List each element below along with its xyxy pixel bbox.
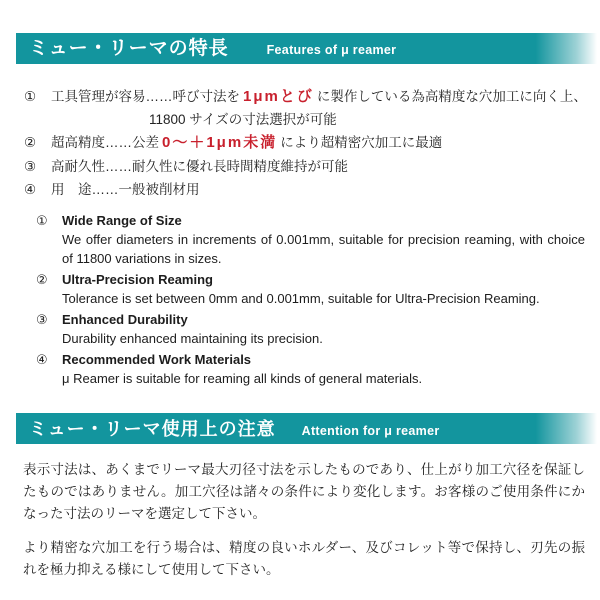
feature-text: 超高精度……公差: [51, 135, 159, 150]
emphasis-text: 0～＋1μm未満: [162, 134, 278, 151]
item-number: ④: [36, 352, 48, 367]
item-number: ①: [36, 213, 48, 228]
features-title-jp: ミュー・リーマの特長: [29, 38, 229, 59]
feature-en-body: Durability enhanced maintaining its precision.: [62, 331, 323, 346]
attention-notes: [23, 459, 585, 593]
feature-en-title: Enhanced Durability: [62, 312, 188, 327]
emphasis-text: 1μmとび: [243, 88, 314, 105]
item-number: ③: [36, 312, 48, 327]
item-number: ②: [24, 135, 37, 150]
features-list-en: [36, 211, 585, 390]
feature-text: 高耐久性……耐久性に優れ長時間精度維持が可能: [51, 158, 348, 174]
attention-paragraph-2: より精密な穴加工を行う場合は、精度の良いホルダー、及びコレット等で保持し、刃先の振れを極力抑える様にして使用して下さい。: [23, 540, 585, 577]
feature-en-4: [36, 350, 585, 388]
item-number: ①: [24, 89, 37, 104]
feature-en-2: [36, 270, 585, 308]
attention-title-jp: ミュー・リーマ使用上の注意: [29, 419, 276, 439]
feature-en-body: Tolerance is set between 0mm and 0.001mm, suitable for Ultra-Precision Reaming.: [62, 291, 540, 306]
item-number: ②: [36, 272, 48, 287]
feature-text: により超精密穴加工に最適: [280, 135, 443, 150]
features-list-jp: [24, 86, 590, 203]
feature-jp-1: [24, 86, 590, 131]
feature-en-1: [36, 211, 585, 268]
attention-header-bar: [16, 413, 600, 444]
feature-en-title: Ultra-Precision Reaming: [62, 272, 213, 287]
feature-jp-4: [24, 179, 590, 202]
feature-text: に製作している為高精度な穴加工に向く上、: [316, 89, 587, 104]
feature-text: 用 途……一般被削材用: [51, 182, 200, 197]
feature-en-body: We offer diameters in increments of 0.001mm, suitable for precision reaming, with choice of 11800 variations in sizes.: [62, 232, 585, 266]
item-number: ③: [24, 158, 37, 174]
features-title-en: Features of μ reamer: [266, 43, 397, 57]
feature-en-3: [36, 310, 585, 348]
feature-jp-2-line: [51, 132, 442, 155]
attention-paragraph-1: 表示寸法は、あくまでリーマ最大刃径寸法を示したものであり、仕上がり加工穴径を保証したものではありません。加工穴径は諸々の条件により変化します。お客様のご使用条件にかなった寸法のリーマを選定して下さい。: [23, 462, 585, 521]
feature-en-title: Wide Range of Size: [62, 213, 182, 228]
feature-text: 工具管理が容易……呼び寸法を: [51, 89, 240, 104]
feature-en-body: μ Reamer is suitable for reaming all kinds of general materials.: [62, 371, 423, 386]
feature-en-title: Recommended Work Materials: [62, 352, 252, 367]
features-header-bar: [16, 33, 600, 64]
feature-jp-3: [24, 156, 590, 179]
feature-jp-2: [24, 132, 590, 155]
attention-title-en: Attention for μ reamer: [301, 424, 440, 438]
item-number: ④: [24, 182, 37, 197]
feature-jp-1-line2: 11800 サイズの寸法選択が可能: [149, 111, 337, 127]
feature-jp-1-line1: [51, 86, 587, 109]
